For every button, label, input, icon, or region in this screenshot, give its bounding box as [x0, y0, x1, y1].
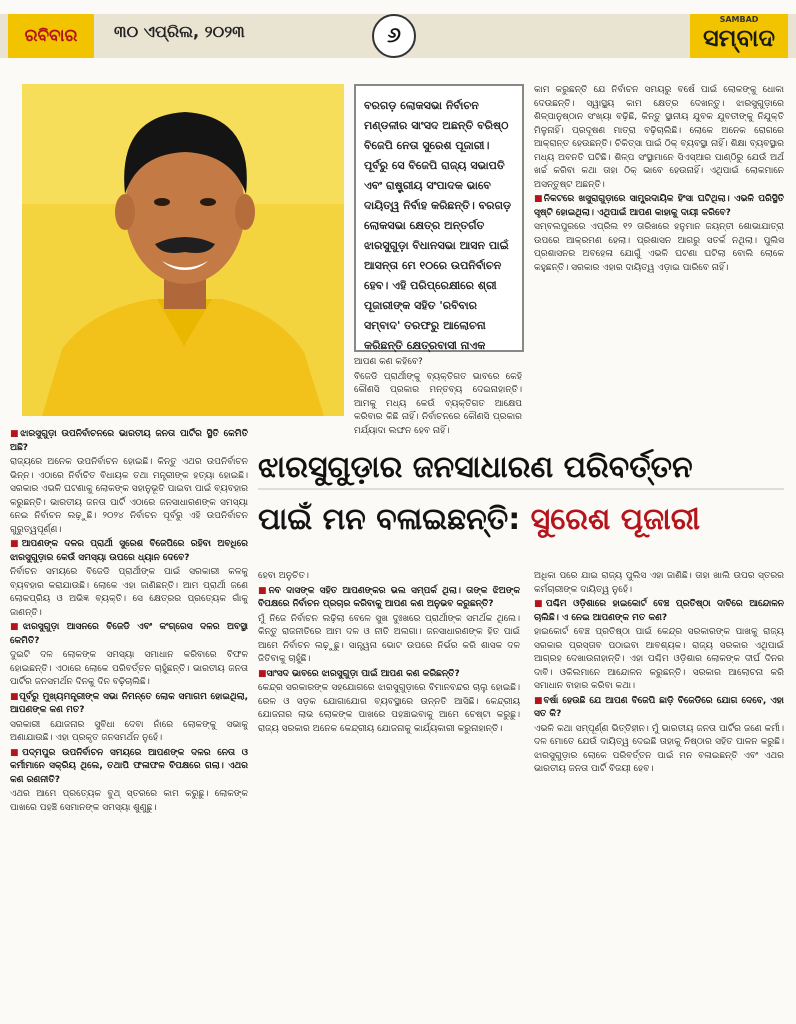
intro-text: ବରଗଡ଼ ଲୋକସଭା ନିର୍ବାଚନ ମଣ୍ଡଳୀର ସାଂସଦ ଅଛନ୍ତି ବରିଷ୍ଠ ବିଜେପି ନେତା ସୁରେଶ ପୂଜାରୀ। ପୂର୍ବରୁ ସେ ବିଜେପି ରାଜ୍ୟ ସଭାପତି ଏବଂ ରାଷ୍ଟ୍ରୀୟ ସଂପାଦକ ଭାବେ ଦାୟିତ୍ୱ ନିର୍ବାହ କରିଛନ୍ତି। ବରଗଡ଼ ଲୋକସଭା କ୍ଷେତ୍ର ଅନ୍ତର୍ଗତ ଝାରସୁଗୁଡ଼ା ବିଧାନସଭା ଆସନ ପାଇଁ ଆସନ୍ତା ମେ ୧୦ରେ ଉପନିର୍ବାଚନ ହେବ। ଏହି ପରିପ୍ରେକ୍ଷୀରେ ଶ୍ରୀ ପୂଜାରୀଙ୍କ ସହିତ 'ରବିବାର ସମ୍ବାଦ' ତରଫରୁ ଆଲୋଚନା କରିଛନ୍ତି କ୍ଷେତ୍ରବାସୀ ନାଏକ: [364, 99, 512, 352]
masthead-logo: [8, 14, 94, 58]
answer-paragraph: ଏଭଳି କଥା ସମ୍ପୂର୍ଣ୍ଣ ଭିତ୍ତିହୀନ। ମୁଁ ଭାରତୀୟ ଜନତା ପାର୍ଟିର ଜଣେ କର୍ମୀ। ଦଳ ମୋତେ ଯେଉଁ ଦାୟିତ୍ୱ ଦେଇଛି ତାହାକୁ ନିଷ୍ଠାର ସହିତ ପାଳନ କରୁଛି। ଝାରସୁଗୁଡ଼ାର ଲୋକେ ପରିବର୍ତ୍ତନ ପାଇଁ ମନ ବଳାଇଛନ୍ତି ଏବଂ ଏଥର ଭାରତୀୟ ଜନତା ପାର୍ଟି ବିଜୟୀ ହେବ।: [534, 723, 784, 774]
answer-paragraph: ରାଜ୍ୟରେ ଅନେକ ଉପନିର୍ବାଚନ ହୋଇଛି। କିନ୍ତୁ ଏଥର ଉପନିର୍ବାଚନ ଭିନ୍ନ। ଏଠାରେ ନିର୍ବାଚିତ ବିଧାୟକ ତଥା ମନ୍ତ୍ରୀଙ୍କ ହତ୍ୟା ହୋଇଛି। ସରକାର ଏଭଳି ଘଟଣାକୁ ଲୋକଙ୍କ ସହାନୁଭୂତି ପାଇବା ପାଇଁ ବ୍ୟବହାର କରୁଛନ୍ତି। ଭାରତୀୟ ଜନତା ପାର୍ଟି ଏଠାରେ ଜନସାଧାରଣଙ୍କ ସମସ୍ୟା ନେଇ ନିର୍ବାଚନ ଲଢ଼ୁଛି। ୨୦୨୪ ନିର୍ବାଚନ ପୂର୍ବରୁ ଏହି ଉପନିର୍ବାଚନ ଗୁରୁତ୍ୱପୂର୍ଣ୍ଣ।: [10, 457, 248, 535]
headline-line-2: [258, 492, 784, 548]
question-paragraph: ■ ସାଂସଦ ଭାବରେ ଝାରସୁଗୁଡ଼ା ପାଇଁ ଆପଣ କଣ କରିଛନ୍ତି?: [258, 668, 520, 682]
middle-column-bottom: [258, 570, 520, 1022]
issue-date: ୩୦ ଏପ୍ରିଲ, ୨୦୨୩: [114, 22, 245, 41]
question-paragraph: ■ ନବ ଦାସଙ୍କ ସହିତ ଆପଣଙ୍କର ଭଲ ସମ୍ପର୍କ ଥିଲା। ତାଙ୍କ ଝିଅଙ୍କ ବିପକ୍ଷରେ ନିର୍ବାଚନ ପ୍ରଚାର କରିବାକୁ ଆପଣ କଣ ଅନୁଭବ କରୁଛନ୍ତି?: [258, 585, 520, 612]
answer-paragraph: ସରକାରୀ ଯୋଜନାର ସୁବିଧା ଦେବା ନାଁରେ ଲୋକଙ୍କୁ ସଭାକୁ ଅଣାଯାଉଛି। ଏହା ପ୍ରକୃତ ଜନସମର୍ଥନ ନୁହେଁ।: [10, 719, 248, 743]
masthead-text: ରବିବାର: [24, 26, 78, 46]
question-paragraph: ■ ଝାରସୁଗୁଡ଼ା ଉପନିର୍ବାଚନରେ ଭାରତୀୟ ଜନତା ପାର୍ଟିର ସ୍ଥିତି କେମିତି ଅଛି?: [10, 428, 248, 455]
question-paragraph: ■ ପଦ୍ମପୁର ଉପନିର୍ବାଚନ ସମୟରେ ଆପଣଙ୍କ ଦଳର ନେତା ଓ କର୍ମୀମାନେ ସକ୍ରିୟ ଥିଲେ, ତଥାପି ଫଳାଫଳ ବିପକ୍ଷରେ ଗଲା। ଏଥର କଣ ରଣନୀତି?: [10, 747, 248, 788]
headline-prefix: ପାଇଁ ମନ ବଳାଇଛନ୍ତି:: [258, 502, 521, 537]
answer-paragraph: ହେବା ଅନୁଚିତ।: [258, 571, 309, 581]
answer-paragraph: ନିର୍ବାଚନ ସମୟରେ ବିଜେଡି ପ୍ରାର୍ଥୀଙ୍କ ପାଇଁ ସରକାରୀ କଳକୁ ବ୍ୟବହାର କରାଯାଉଛି। ଲୋକେ ଏହା ଜାଣିଛନ୍ତି। ଆମ ପ୍ରାର୍ଥୀ ଜଣେ ଲୋକପ୍ରିୟ ଓ ଅଭିଜ୍ଞ ବ୍ୟକ୍ତି। ସେ କ୍ଷେତ୍ରର ପ୍ରତ୍ୟେକ ଗାଁକୁ ଜାଣନ୍ତି।: [10, 567, 248, 618]
headline-divider: [258, 488, 784, 490]
answer-paragraph: କେନ୍ଦ୍ର ସରକାରଙ୍କ ସହଯୋଗରେ ଝାରସୁଗୁଡ଼ାରେ ବିମାନବନ୍ଦର ଚାଲୁ ହୋଇଛି। ରେଳ ଓ ସଡ଼କ ଯୋଗାଯୋଗ ବ୍ୟବସ୍ଥାରେ ଉନ୍ନତି ଆସିଛି। କେନ୍ଦ୍ରୀୟ ଯୋଜନାର ଲାଭ ଲୋକଙ୍କ ପାଖରେ ପହଞ୍ଚାଇବାକୁ ଆମେ ଚେଷ୍ଟା କରୁଛୁ। ରାଜ୍ୟ ସରକାର ଅନେକ କେନ୍ଦ୍ରୀୟ ଯୋଜନାକୁ କାର୍ଯ୍ୟକାରୀ କରୁନାହାନ୍ତି।: [258, 683, 520, 734]
right-column-bottom: [534, 570, 784, 1022]
headline-name: ସୁରେଶ ପୂଜାରୀ: [530, 502, 701, 537]
headline: [258, 444, 784, 562]
answer-paragraph: ମୁଁ ନିଜେ ନିର୍ବାଚନ ଲଢ଼ିଲା ବେଳେ ସୁଖ ଦୁଃଖରେ ପ୍ରାର୍ଥୀଙ୍କ ସମର୍ଥକ ଥିଲେ। କିନ୍ତୁ ରାଜନୀତିରେ ଆମ ଦଳ ଓ ନୀତି ଅଲଗା। ଜନସାଧାରଣଙ୍କ ହିତ ପାଇଁ ଆମେ ନିର୍ବାଚନ ଲଢ଼ୁଛୁ। ସାନ୍ତ୍ୱନା ଭୋଟ ଉପରେ ନିର୍ଭର କରି ଶାସକ ଦଳ ଜିତିବାକୁ ଚାହୁଁଛି।: [258, 613, 520, 664]
brand-small-text: SAMBAD: [719, 15, 759, 24]
brand-text: ସମ୍ବାଦ: [703, 24, 775, 52]
left-column: [10, 428, 248, 1022]
question-paragraph: ■ ପୂର୍ବରୁ ମୁଖ୍ୟମନ୍ତ୍ରୀଙ୍କ ସଭା ନିମନ୍ତେ ଲୋକ ସମାଗମ ହୋଇଥିଲା, ଆପଣଙ୍କ କଣ ମତ?: [10, 691, 248, 718]
question-paragraph: ■ ଆପଣଙ୍କ ଦଳର ପ୍ରାର୍ଥୀ ସୁରେଶ ବିଜେପିରେ ରହିବା ଅବଧିରେ ଝାରସୁଗୁଡ଼ାର କେଉଁ ସମସ୍ୟା ଉପରେ ଧ୍ୟାନ ଦେବେ?: [10, 538, 248, 565]
answer-paragraph: ହାଇକୋର୍ଟ ବେଞ୍ଚ ପ୍ରତିଷ୍ଠା ପାଇଁ କେନ୍ଦ୍ର ସରକାରଙ୍କ ପାଖକୁ ରାଜ୍ୟ ସରକାର ପ୍ରସ୍ତାବ ପଠାଇବା ଆବଶ୍ୟକ। ରାଜ୍ୟ ସରକାର ଏଥିପାଇଁ ଆଗ୍ରହ ଦେଖାଉନାହାନ୍ତି। ଏହା ପଶ୍ଚିମ ଓଡ଼ିଶାର ଲୋକଙ୍କ ଦୀର୍ଘ ଦିନର ଦାବି। ଓକିଲମାନେ ଆନ୍ଦୋଳନ କରୁଛନ୍ତି। ସରକାର ଆଲୋଚନା କରି ସମାଧାନ ବାହାର କରିବା କଥା।: [534, 627, 784, 691]
question-paragraph: ■ ନିକଟରେ ଖସୁରାଗୁଡ଼ାରେ ସାମ୍ପ୍ରଦାୟିକ ହିଂସା ଘଟିଥିଲା। ଏଭଳି ପରିସ୍ଥିତି ସୃଷ୍ଟି ହୋଇଥିଲା। ଏଥିପାଇଁ ଆପଣ କାହାକୁ ଦାୟୀ କରିବେ?: [534, 193, 784, 220]
right-column-top: [534, 84, 784, 440]
answer-paragraph: ଦୁଇଟି ଦଳ ଲୋକଙ୍କ ସମସ୍ୟା ସମାଧାନ କରିବାରେ ବିଫଳ ହୋଇଛନ୍ତି। ଏଠାରେ ଲୋକେ ପରିବର୍ତ୍ତନ ଚାହୁଁଛନ୍ତି। ଭାରତୀୟ ଜନତା ପାର୍ଟିର ଜନସମର୍ଥନ ଦିନକୁ ଦିନ ବଢ଼ିଚାଲିଛି।: [10, 650, 248, 687]
middle-column-top: [354, 356, 522, 442]
answer-paragraph: ବିଜେଡି ପ୍ରାର୍ଥୀଙ୍କୁ ବ୍ୟକ୍ତିଗତ ଭାବରେ କେହି କୌଣସି ପ୍ରକାର ମନ୍ତବ୍ୟ ଦେଇନାହାନ୍ତି। ଆମକୁ ମଧ୍ୟ କେଉଁ ବ୍ୟକ୍ତିଗତ ଆକ୍ଷେପ କରିବାର କିଛି ନାହିଁ। ନିର୍ବାଚନରେ କୌଣସି ପ୍ରକାର ମର୍ଯ୍ୟାଦା ଲଙ୍ଘନ ହେବ ନାହିଁ।: [354, 371, 522, 436]
portrait-photo: [22, 84, 344, 416]
question-paragraph: ■ ପଶ୍ଚିମ ଓଡ଼ିଶାରେ ହାଇକୋର୍ଟ ବେଞ୍ଚ ପ୍ରତିଷ୍ଠା ଦାବିରେ ଆନ୍ଦୋଳନ ଚାଲିଛି। ଏ ନେଇ ଆପଣଙ୍କ ମତ କଣ?: [534, 598, 784, 625]
question-paragraph: ■ ବର୍ଷା ହେଉଛି ଯେ ଆପଣ ବିଜେପି ଛାଡ଼ି ବିଜେଡିରେ ଯୋଗ ଦେବେ, ଏହା ସତ କି?: [534, 695, 784, 722]
intro-box: [354, 84, 524, 352]
answer-paragraph: ସମ୍ବଲପୁରରେ ଏପ୍ରିଲ ୧୨ ତାରିଖରେ ହନୁମାନ ଜୟନ୍ତୀ ଶୋଭାଯାତ୍ରା ଉପରେ ଆକ୍ରମଣ ହେଲା। ପ୍ରଶାସନ ଆଗରୁ ସତର୍କ ନଥିଲା। ପୁଲିସ ପ୍ରଶାସନର ଅବହେଳା ଯୋଗୁଁ ଏଭଳି ଘଟଣା ଘଟିଲା ବୋଲି ଲୋକେ କହୁଛନ୍ତି। ସରକାର ଏହାର ଦାୟିତ୍ୱ ଏଡ଼ାଇ ପାରିବେ ନାହିଁ।: [534, 222, 784, 273]
answer-paragraph: ଅଧିକା ପରେ ଯାଇ ରାଜ୍ୟ ପୁଲିସ ଏହା ଜାଣିଛି। ତାହା ଖାଲି ଉପର ସ୍ତରର କର୍ମଚାରୀଙ୍କ ଦାୟିତ୍ୱ ନୁହେଁ।: [534, 571, 784, 595]
answer-paragraph: ଆପଣ କଣ କହିବେ?: [354, 357, 423, 367]
brand-logo: [690, 14, 788, 58]
question-paragraph: ■ ଝାରସୁଗୁଡ଼ା ଆସନରେ ବିଜେଡି ଏବଂ କଂଗ୍ରେସ ଦଳର ଅବସ୍ଥା କେମିତି?: [10, 621, 248, 648]
page-number: ୬: [372, 14, 416, 58]
answer-paragraph: ଏଥର ଆମେ ପ୍ରତ୍ୟେକ ବୁଥ୍ ସ୍ତରରେ କାମ କରୁଛୁ। ଲୋକଙ୍କ ପାଖରେ ପହଞ୍ଚି ସେମାନଙ୍କ ସମସ୍ୟା ଶୁଣୁଛୁ।: [10, 789, 248, 813]
answer-paragraph: କାମ କରୁଛନ୍ତି ଯେ ନିର୍ବାଚନ ସମୟରୁ ବର୍ଷେ ପାଇଁ ଲୋକଙ୍କୁ ଧୋକା ଦେଉଛନ୍ତି। ସ୍ୱାସ୍ଥ୍ୟ କାମ କ୍ଷେତ୍ର ଦେଖନ୍ତୁ। ଝାରସୁଗୁଡ଼ାରେ ଶିଳ୍ପାନୁଷ୍ଠାନ ସଂଖ୍ୟା ବଢ଼ିଛି, କିନ୍ତୁ ସ୍ଥାନୀୟ ଯୁବକ ଯୁବତୀଙ୍କୁ ନିଯୁକ୍ତି ମିଳୁନାହିଁ। ପ୍ରଦୂଷଣ ମାତ୍ରା ବଢ଼ିଚାଲିଛି। ଲୋକେ ଅନେକ ରୋଗରେ ଆକ୍ରାନ୍ତ ହେଉଛନ୍ତି। ଚିକିତ୍ସା ପାଇଁ ଠିକ୍ ବ୍ୟବସ୍ଥା ନାହିଁ। ଶିକ୍ଷା ବ୍ୟବସ୍ଥାର ମଧ୍ୟ ଅବନତି ଘଟିଛି। ଶିଳ୍ପ ସଂସ୍ଥାମାନେ ସିଏସ୍ଆର ପାଣ୍ଠିରୁ ଯେଉଁ ଅର୍ଥ ଖର୍ଚ୍ଚ କରିବା କଥା ତାହା ଠିକ୍ ଭାବେ ହେଉନାହିଁ। ଏଥିପାଇଁ ଲୋକମାନେ ଅସନ୍ତୁଷ୍ଟ ଅଛନ୍ତି।: [534, 85, 784, 190]
headline-line-1: ଝାରସୁଗୁଡ଼ାର ଜନସାଧାରଣ ପରିବର୍ତ୍ତନ: [258, 450, 693, 485]
